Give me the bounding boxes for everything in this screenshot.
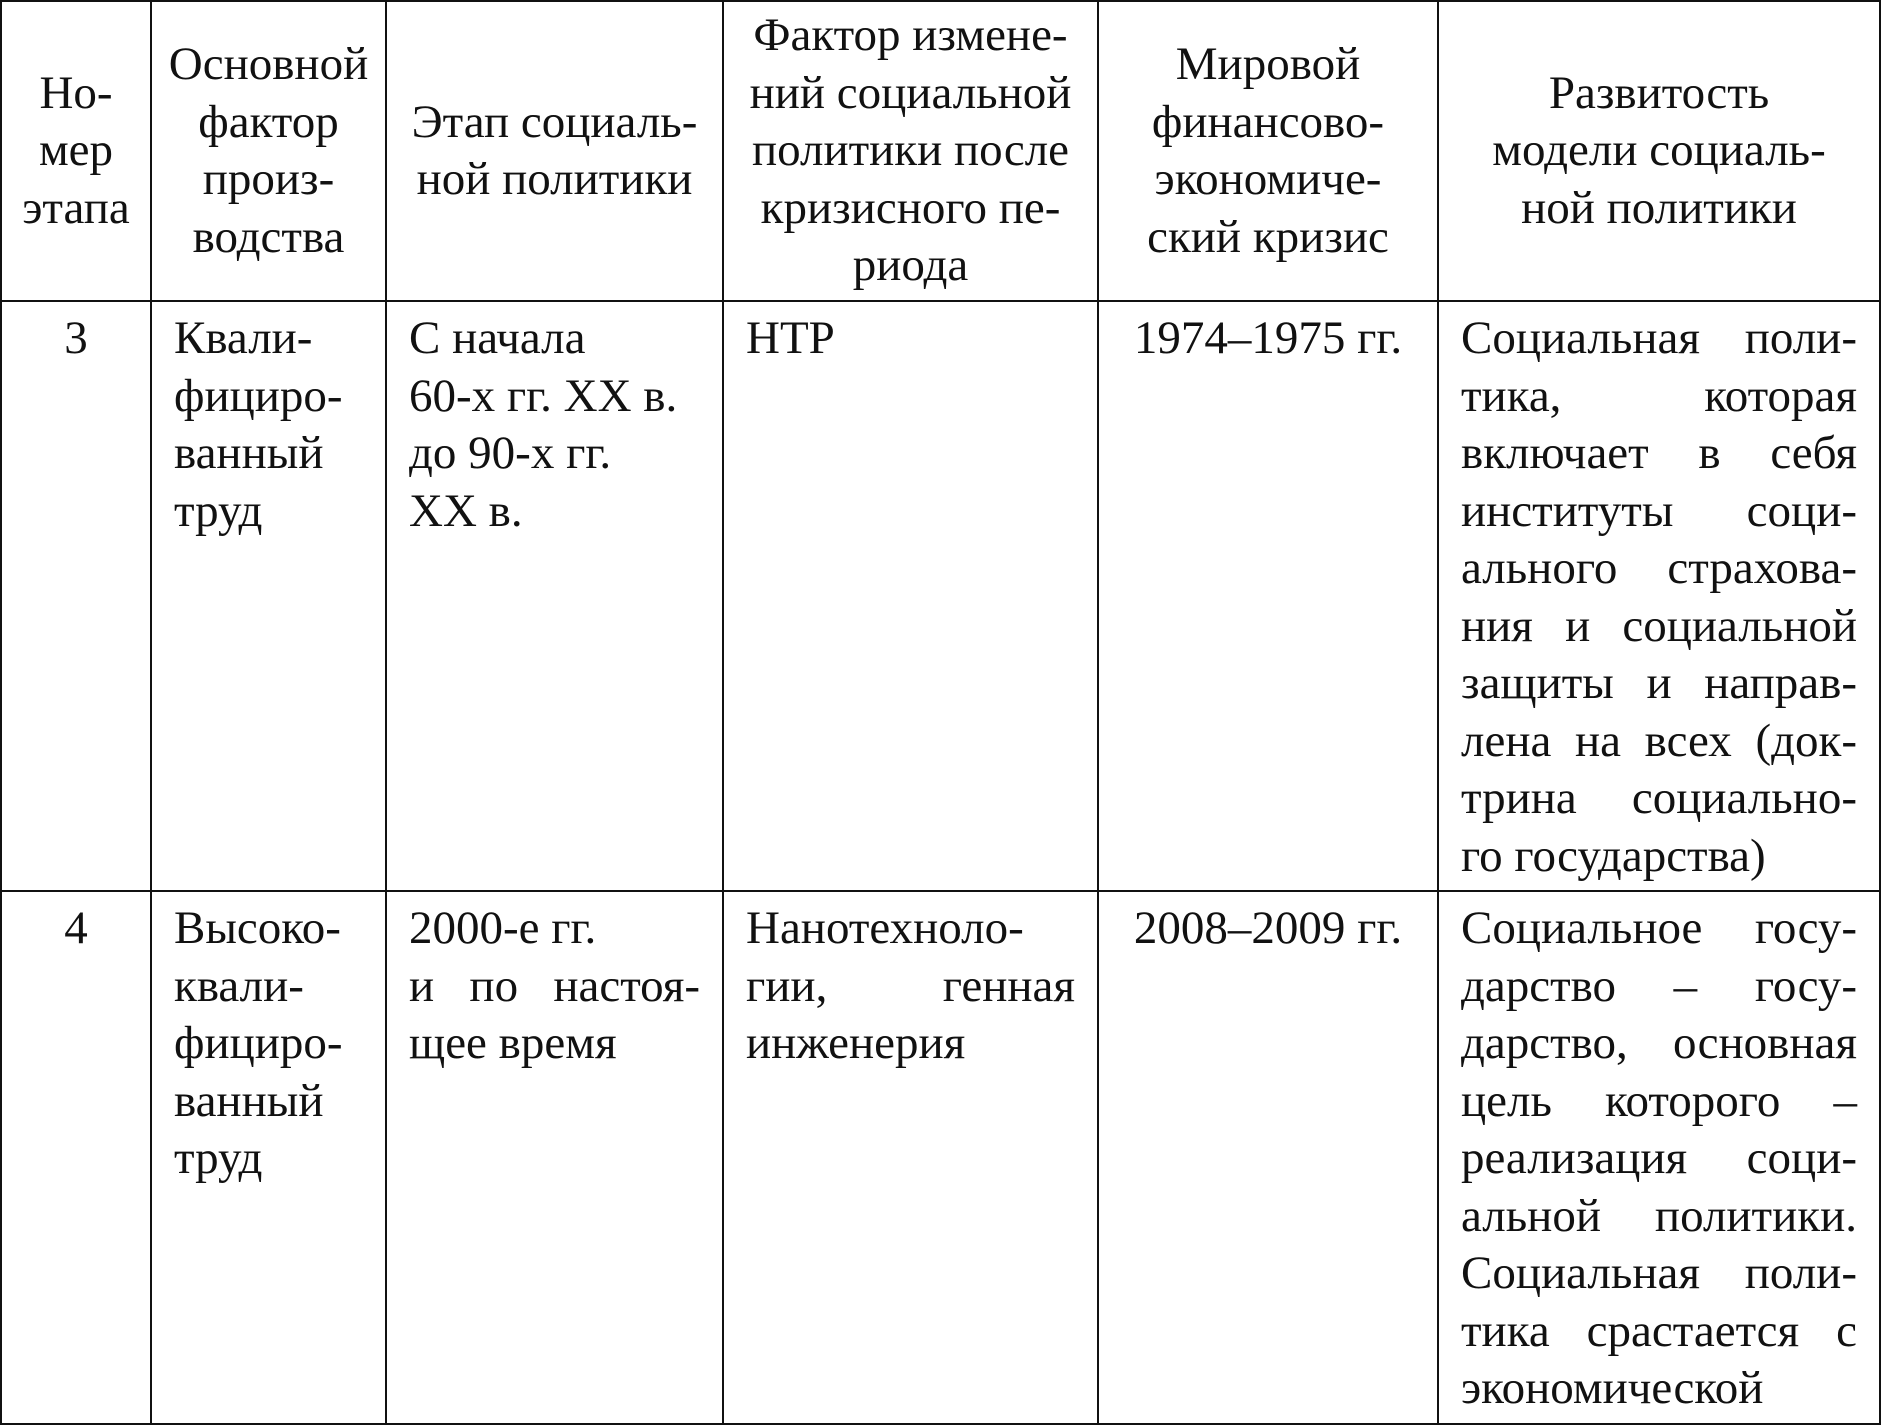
cell-change-factor: НТР <box>723 301 1098 891</box>
table-row <box>1 891 1880 1424</box>
cell-policy-stage: 2000-е гг. и по настоя- щее время <box>386 891 723 1424</box>
cell-world-crisis: 1974–1975 гг. <box>1098 301 1438 891</box>
cell-stage-number: 4 <box>1 891 151 1424</box>
header-row <box>1 1 1880 301</box>
cell-production-factor: Высоко- квали- фициро- ванный труд <box>151 891 386 1424</box>
cell-model-development: Социальное госу- дарство – госу- дарство, основная цель которого – реализация соци- альной политики. Социальная поли- тика срастается с экономической <box>1438 891 1880 1424</box>
cell-world-crisis: 2008–2009 гг. <box>1098 891 1438 1424</box>
cell-change-factor: Нанотехноло- гии, генная инженерия <box>723 891 1098 1424</box>
header-change-factor: Фактор измене- ний социальной политики после кризисного пе- риода <box>723 1 1098 301</box>
header-stage-number: Но- мер этапа <box>1 1 151 301</box>
table-row <box>1 301 1880 891</box>
cell-model-development: Социальная поли- тика, которая включает в себя институты соци- ального страхова- ния и социальной защиты и направ- лена на всех (док- трина социально- го государства) <box>1438 301 1880 891</box>
cell-policy-stage: С начала 60-х гг. XX в. до 90-х гг. XX в. <box>386 301 723 891</box>
header-production-factor: Основной фактор произ- водства <box>151 1 386 301</box>
header-policy-stage: Этап социаль- ной политики <box>386 1 723 301</box>
cell-stage-number: 3 <box>1 301 151 891</box>
header-model-development: Развитость модели социаль- ной политики <box>1438 1 1880 301</box>
cell-production-factor: Квали- фициро- ванный труд <box>151 301 386 891</box>
header-world-crisis: Мировой финансово- экономиче- ский кризис <box>1098 1 1438 301</box>
